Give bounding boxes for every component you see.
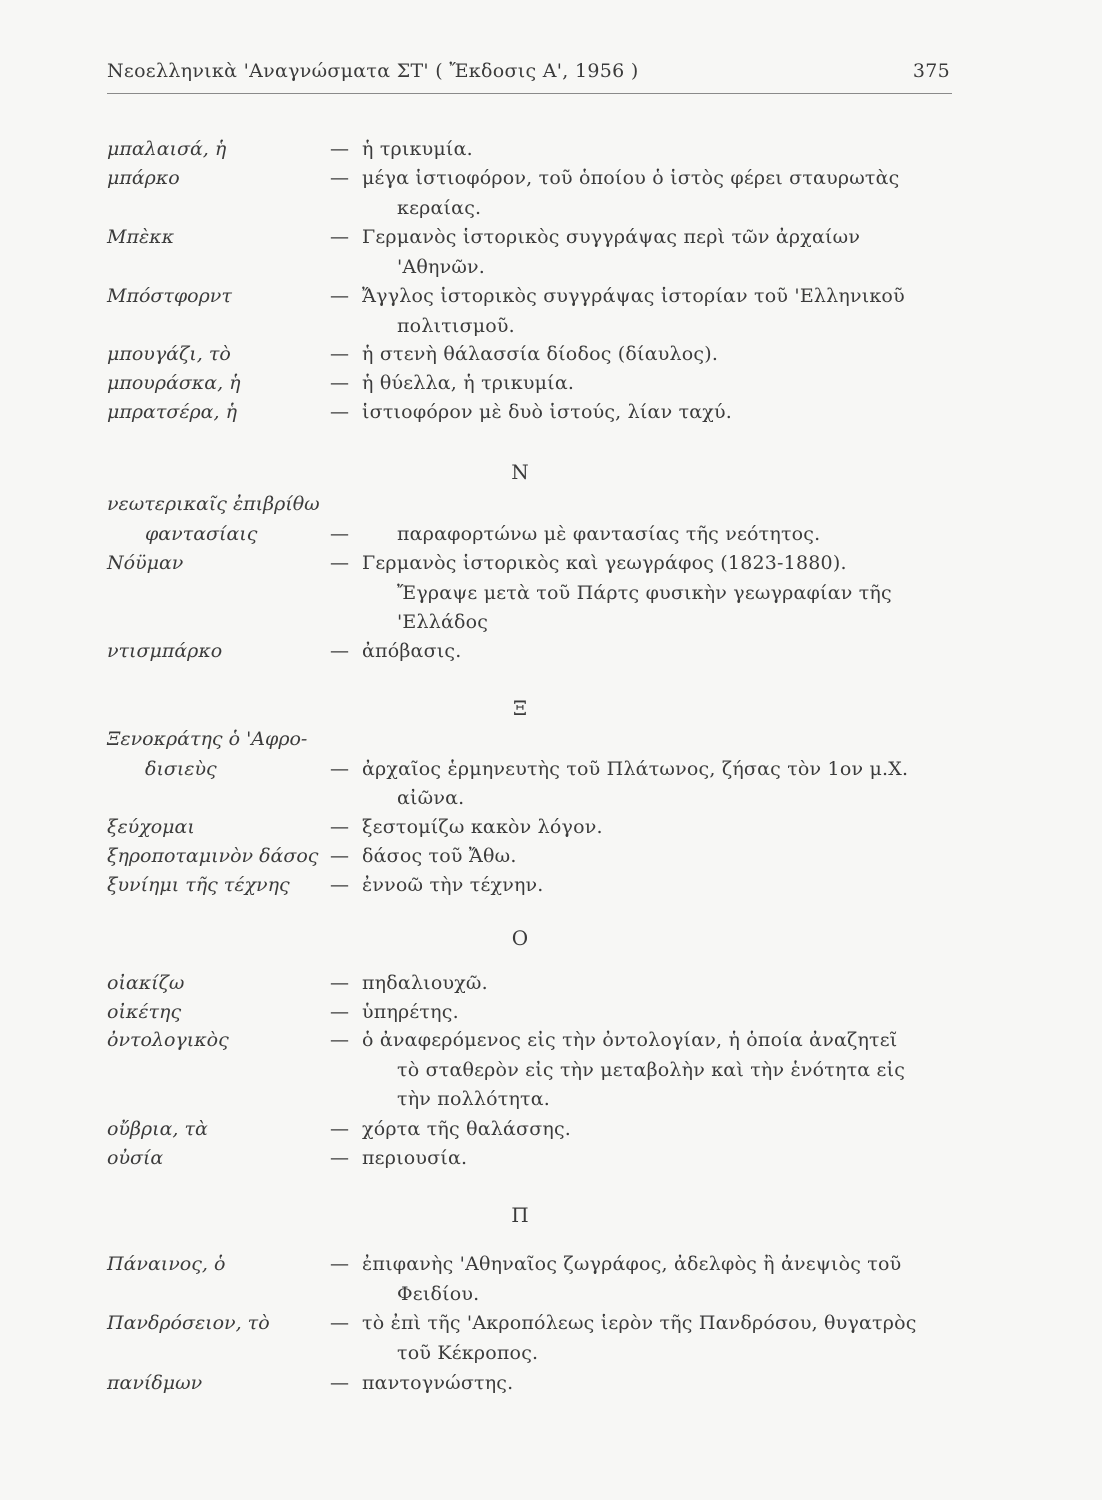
entry-definition: τὸ σταθερὸν εἰς τὴν μεταβολὴν καὶ τὴν ἑνότητα εἰς — [397, 1058, 906, 1081]
entry-definition: Ἔγραψε μετὰ τοῦ Πάρτς φυσικὴν γεωγραφίαν τῆς — [397, 581, 892, 604]
page-number: 375 — [912, 60, 950, 82]
entry-dash: — — [330, 552, 349, 574]
entry-definition: παντογνώστης. — [362, 1372, 514, 1394]
entry-definition: τοῦ Κέκροπος. — [397, 1341, 539, 1364]
entry-dash: — — [330, 1147, 349, 1169]
entry-term: ξυνίημι τῆς τέχνης — [107, 874, 290, 896]
entry-dash: — — [330, 972, 349, 994]
entry-dash: — — [330, 343, 349, 365]
entry-term: ξεύχομαι — [107, 816, 195, 838]
entry-definition: Γερμανὸς ἱστορικὸς συγγράψας περὶ τῶν ἀρχαίων — [362, 226, 861, 248]
entry-term: Πάναινος, ὁ — [107, 1253, 226, 1275]
entry-definition: χόρτα τῆς θαλάσσης. — [362, 1118, 572, 1140]
entry-definition: Φειδίου. — [397, 1282, 480, 1305]
entry-term: μπουράσκα, ἡ — [107, 372, 241, 394]
entry-term: μπαλαισά, ἡ — [107, 138, 227, 160]
entry-definition: παραφορτώνω μὲ φαντασίας τῆς νεότητος. — [397, 522, 821, 545]
entry-definition: 'Αθηνῶν. — [397, 255, 485, 278]
entry-definition: ἡ στενὴ θάλασσία δίοδος (δίαυλος). — [362, 343, 719, 365]
entry-dash: — — [330, 226, 349, 248]
entry-dash: — — [330, 1312, 349, 1334]
entry-term: Νόϋμαν — [107, 552, 184, 574]
page-header — [107, 56, 952, 90]
entry-dash: — — [330, 522, 349, 545]
entry-definition: τὴν πολλότητα. — [397, 1088, 551, 1110]
entry-definition: ἐννοῶ τὴν τέχνην. — [362, 874, 544, 896]
entry-definition: ἡ θύελλα, ἡ τρικυμία. — [362, 372, 575, 394]
entry-definition: κεραίας. — [397, 196, 482, 219]
entry-term: μπάρκο — [107, 167, 180, 189]
entry-dash: — — [330, 816, 349, 838]
entry-dash: — — [330, 138, 349, 160]
entry-term: μπρατσέρα, ἡ — [107, 401, 237, 423]
entry-term: ξηροποταμινὸν δάσος — [107, 845, 319, 867]
entry-term: οἰκέτης — [107, 1001, 182, 1023]
entry-definition: Γερμανὸς ἱστορικὸς καὶ γεωγράφος (1823-1880). — [362, 552, 847, 574]
entry-definition: ἐπιφανὴς 'Αθηναῖος ζωγράφος, ἀδελφὸς ἢ ἀνεψιὸς τοῦ — [362, 1253, 902, 1275]
entry-term: Μπόστφορντ — [107, 285, 232, 307]
entry-definition: αἰῶνα. — [397, 787, 465, 809]
entry-definition: ὑπηρέτης. — [362, 1001, 459, 1023]
entry-definition: περιουσία. — [362, 1147, 468, 1169]
entry-definition: μέγα ἱστιοφόρον, τοῦ ὁποίου ὁ ἱστὸς φέρει σταυρωτὰς — [362, 167, 900, 189]
section-letter: Ν — [511, 460, 529, 484]
entry-term: οὐσία — [107, 1147, 164, 1169]
entry-term: Πανδρόσειον, τὸ — [107, 1312, 270, 1334]
entry-dash: — — [330, 1118, 349, 1140]
entry-term: νεωτερικαῖς ἐπιβρίθω — [107, 493, 320, 515]
entry-dash: — — [330, 285, 349, 307]
section-letter: Ο — [511, 926, 529, 950]
entry-definition: πολιτισμοῦ. — [397, 314, 515, 337]
entry-term: οὔβρια, τὰ — [107, 1118, 208, 1140]
entry-definition: Ἄγγλος ἱστορικὸς συγγράψας ἱστορίαν τοῦ 'Ελληνικοῦ — [362, 285, 905, 307]
entry-definition: 'Ελλάδος — [397, 611, 489, 633]
entry-definition: δάσος τοῦ Ἄθω. — [362, 845, 517, 867]
running-title: Νεοελληνικὰ 'Αναγνώσματα ΣΤ' ( Ἔκδοσις Α', 1956 ) — [107, 60, 639, 82]
entry-dash: — — [330, 1001, 349, 1023]
entry-term: φαντασίαις — [145, 522, 258, 545]
entry-definition: ἀπόβασις. — [362, 640, 462, 662]
entry-dash: — — [330, 1029, 349, 1051]
entry-definition: ἱστιοφόρον μὲ δυὸ ἱστούς, λίαν ταχύ. — [362, 401, 733, 423]
entry-dash: — — [330, 372, 349, 394]
entry-term: ὀντολογικὸς — [107, 1029, 229, 1051]
entry-definition: τὸ ἐπὶ τῆς 'Ακροπόλεως ἱερὸν τῆς Πανδρόσου, θυγατρὸς — [362, 1312, 917, 1334]
section-letter: Π — [511, 1203, 529, 1227]
entry-term: μπουγάζι, τὸ — [107, 343, 231, 365]
entry-definition: ξεστομίζω κακὸν λόγον. — [362, 816, 603, 838]
entry-dash: — — [330, 401, 349, 423]
header-rule — [107, 93, 952, 94]
entry-dash: — — [330, 757, 349, 780]
entry-dash: — — [330, 1253, 349, 1275]
entry-term: Ξενοκράτης ὁ 'Αφρο- — [107, 728, 308, 750]
entry-dash: — — [330, 874, 349, 896]
entry-definition: ὁ ἀναφερόμενος εἰς τὴν ὀντολογίαν, ἡ ὁποία ἀναζητεῖ — [362, 1029, 898, 1051]
entry-dash: — — [330, 1372, 349, 1394]
entry-term: δισιεὺς — [145, 757, 217, 780]
entry-dash: — — [330, 640, 349, 662]
entry-definition: ἡ τρικυμία. — [362, 138, 473, 160]
entry-definition: ἀρχαῖος ἑρμηνευτὴς τοῦ Πλάτωνος, ζήσας τὸν 1ον μ.Χ. — [362, 757, 909, 780]
entry-dash: — — [330, 167, 349, 189]
entry-dash: — — [330, 845, 349, 867]
section-letter: Ξ — [512, 696, 528, 720]
entry-term: πανίδμων — [107, 1372, 203, 1394]
entry-term: ντισμπάρκο — [107, 640, 223, 662]
entry-definition: πηδαλιουχῶ. — [362, 972, 488, 994]
entry-term: οἰακίζω — [107, 972, 185, 994]
entry-term: Μπὲκκ — [107, 226, 175, 248]
